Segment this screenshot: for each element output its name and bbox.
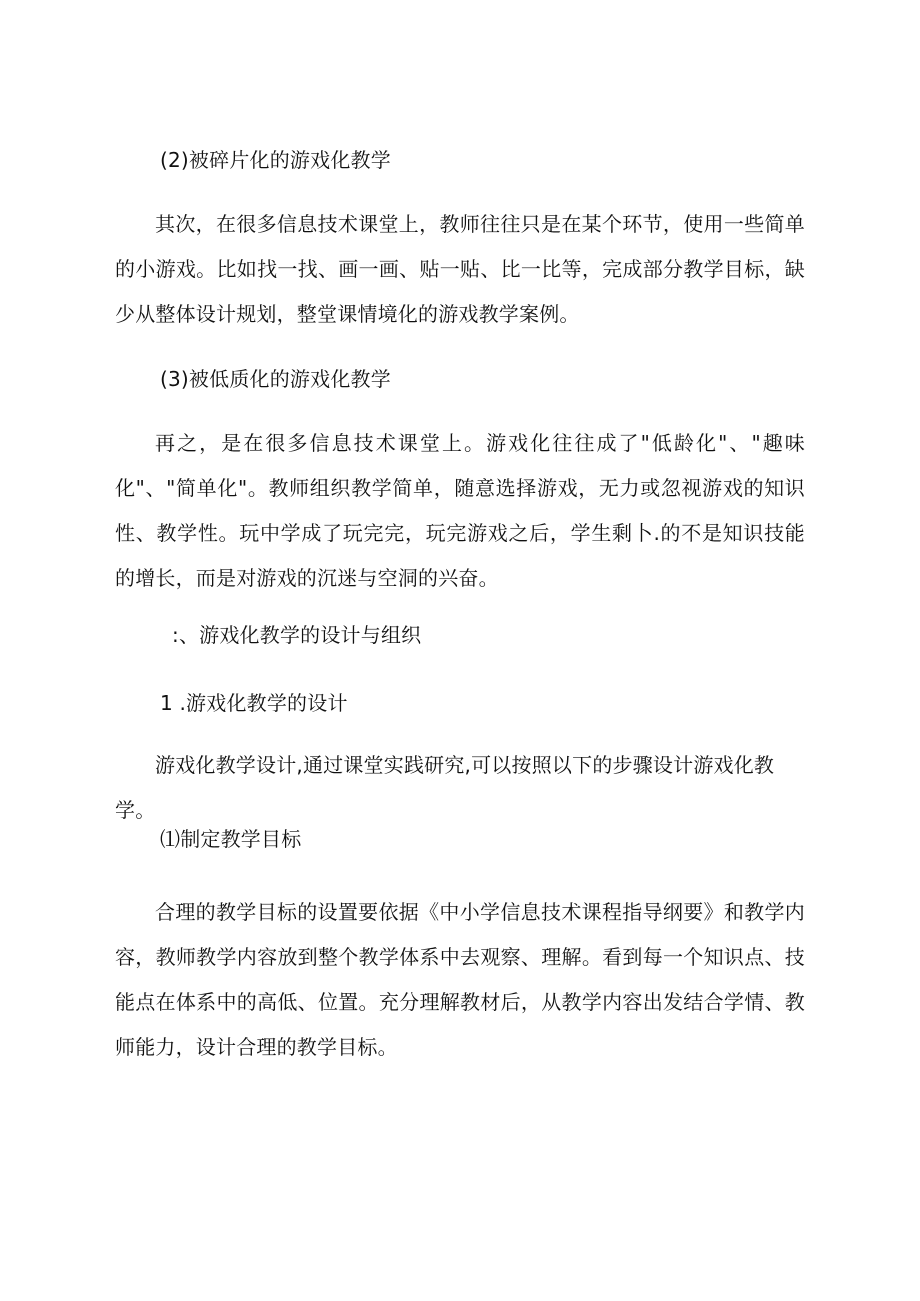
section-heading-design-organization: :、游戏化教学的设计与组织 xyxy=(172,623,422,647)
subsection-heading-design: 1 .游戏化教学的设计 xyxy=(160,691,348,715)
heading-fragmented-gamification: (2)被碎片化的游戏化教学 xyxy=(160,148,391,172)
heading-low-quality-gamification: (3)被低质化的游戏化教学 xyxy=(160,367,391,391)
paragraph-low-quality-gamification: 再之，是在很多信息技术课堂上。游戏化往往成了"低龄化"、"趣味化"、"简单化"。教师组织教学简单，随意选择游戏，无力或忽视游戏的知识性、教学性。玩中学成了玩完完，玩完游戏之后，学生剩卜.的不是知识技能的增长，而是对游戏的沉迷与空洞的兴奋。 xyxy=(115,431,805,590)
paragraph-fragmented-gamification: 其次，在很多信息技术课堂上，教师往往只是在某个环节，使用一些简单的小游戏。比如找一找、画一画、贴一贴、比一比等，完成部分教学目标，缺少从整体设计规划，整堂课情境化的游戏教学案例。 xyxy=(115,212,805,326)
paragraph-design-steps: 游戏化教学设计,通过课堂实践研究,可以按照以下的步骤设计游戏化教学。 xyxy=(115,753,775,822)
heading-set-teaching-goals: ⑴制定教学目标 xyxy=(160,827,302,851)
paragraph-teaching-goals: 合理的教学目标的设置要依据《中小学信息技术课程指导纲要》和教学内容，教师教学内容放到整个教学体系中去观察、理解。看到每一个知识点、技能点在体系中的高低、位置。充分理解教材后，从教学内容出发结合学情、教师能力，设计合理的教学目标。 xyxy=(115,900,805,1059)
